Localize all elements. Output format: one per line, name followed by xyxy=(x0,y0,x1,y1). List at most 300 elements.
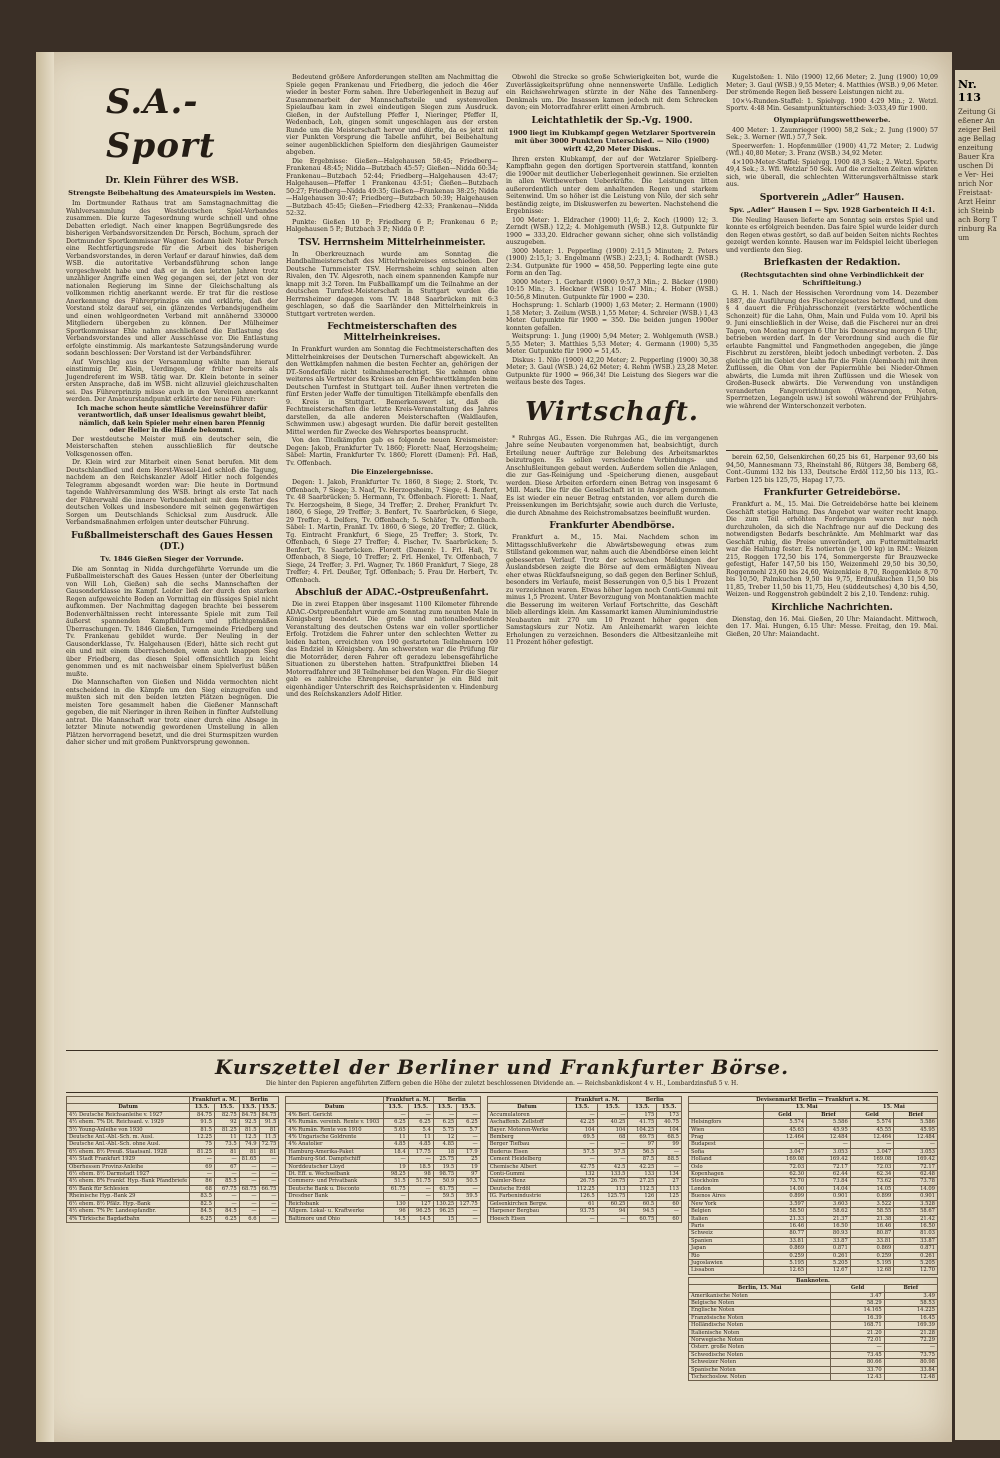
kurs3-value-cell: 113 xyxy=(597,1185,628,1192)
staffel-paragraph: 10×¼-Runden-Staffel: 1. Spielvgg. 1900 4:29 Min.; 2. Wetzl. Sportv. 4:48 Min. Gesamtpunktunterschied: 3:033,49 für 1900. xyxy=(726,97,938,112)
kurs1-name-cell: 6½ ehem. 8½ Darmstadt 1927 xyxy=(67,1171,190,1178)
banknoten-name-cell: Holländische Noten xyxy=(688,1322,830,1329)
kurs2-value-cell: 17.75 xyxy=(408,1148,433,1155)
devisen-brief-1: Brief xyxy=(807,1111,851,1118)
kurs3-value-cell: — xyxy=(566,1215,597,1222)
devisen-value-cell: 16.46 xyxy=(763,1222,807,1229)
kurs1-name-cell: 6½ Bank für Schlesien xyxy=(67,1185,190,1192)
banknoten-row xyxy=(688,1374,937,1381)
kurs2-head-blank xyxy=(286,1097,383,1104)
devisen-head-d1: 13. Mai xyxy=(763,1104,850,1111)
devisen-brief-2: Brief xyxy=(894,1111,938,1118)
briefkasten-headline: Briefkasten der Redaktion. xyxy=(763,258,901,268)
kurs1-value-cell: 81.5 xyxy=(239,1126,259,1133)
kurs3-row xyxy=(487,1163,681,1170)
kurs2-value-cell: 4.85 xyxy=(433,1141,456,1148)
devisen-row xyxy=(688,1141,937,1148)
kurs2-value-cell: 19 xyxy=(383,1163,408,1170)
kurs2-value-cell: 6.25 xyxy=(433,1119,456,1126)
kurs3-value-cell: 104.25 xyxy=(628,1126,657,1133)
kurs2-value-cell: — xyxy=(383,1193,408,1200)
kurs1-name-cell: 5½ Young-Anleihe von 1930 xyxy=(67,1126,190,1133)
kurs3-value-cell: 132 xyxy=(566,1171,597,1178)
kurs2-name-cell: Norddeutscher Lloyd xyxy=(286,1163,383,1170)
devisen-value-cell: 3.053 xyxy=(807,1148,851,1155)
banknoten-value-cell: — xyxy=(831,1344,884,1351)
einzel-headline: Die Einzelergebnisse. xyxy=(350,468,434,476)
devisen-value-cell: 0.899 xyxy=(763,1193,807,1200)
banknoten-name-cell: Französische Noten xyxy=(688,1314,830,1321)
leichtathletik-subheadline: 1900 liegt im Klubkampf gegen Wetzlarer Sportverein mit über 3000 Punkten Unterschied. — Nilo (1900) wirft 42,20 Meter Diskus. xyxy=(508,128,716,153)
kurs3-value-cell: — xyxy=(657,1208,682,1215)
kurs3-value-cell: — xyxy=(597,1141,628,1148)
olympia-paragraph-2: Speerwerfen: 1. Hopfenmüller (1900) 41,72 Meter; 2. Ludwig (Wfl.) 40,80 Meter; 3. Franz (WSB.) 34,92 Meter. xyxy=(726,142,938,157)
devisen-value-cell: 33.81 xyxy=(763,1237,807,1244)
kurs1-name-cell: Rheinische Hyp.-Bank 29 xyxy=(67,1193,190,1200)
kurs2-value-cell: 6.25 xyxy=(383,1119,408,1126)
devisen-value-cell: 62.48 xyxy=(894,1171,938,1178)
page-fold-shadow xyxy=(36,52,54,1442)
kurs1-value-cell: 85.5 xyxy=(214,1178,239,1185)
banknoten-value-cell: 16.39 xyxy=(831,1314,884,1321)
devisen-value-cell: 169.08 xyxy=(850,1156,894,1163)
kurs3-value-cell: 56.5 xyxy=(628,1148,657,1155)
devisen-value-cell: 3.053 xyxy=(894,1148,938,1155)
devisen-value-cell: 0.869 xyxy=(763,1245,807,1252)
kurs1-value-cell: — xyxy=(239,1200,259,1207)
kurs3-value-cell: 60.5 xyxy=(628,1200,657,1207)
devisen-value-cell: 0.259 xyxy=(850,1252,894,1259)
kurs1-value-cell: 6.25 xyxy=(214,1215,239,1222)
banknoten-value-cell: 168.71 xyxy=(831,1322,884,1329)
wsb-headline: Dr. Klein Führer des WSB. xyxy=(105,176,239,186)
devisen-value-cell: 45.65 xyxy=(763,1126,807,1133)
banknoten-brief: Brief xyxy=(884,1285,937,1292)
devisen-name-cell: Spanien xyxy=(688,1237,763,1244)
devisen-name-cell: Japan xyxy=(688,1245,763,1252)
kurs1-value-cell: — xyxy=(190,1171,215,1178)
devisen-name-cell: Italien xyxy=(688,1215,763,1222)
kurs2-col-d15b: 15.5. xyxy=(457,1104,480,1111)
kurs2-value-cell: 14.5 xyxy=(383,1215,408,1222)
banknoten-value-cell: — xyxy=(884,1344,937,1351)
banknoten-row xyxy=(688,1307,937,1314)
kurs3-col-d15: 15.5. xyxy=(597,1104,628,1111)
kurs-table-3 xyxy=(487,1096,682,1223)
kurs1-row xyxy=(67,1193,279,1200)
kurs1-value-cell: 92.5 xyxy=(239,1119,259,1126)
devisen-value-cell: 5.205 xyxy=(807,1259,851,1266)
adler-headline: Sportverein „Adler“ Hausen. xyxy=(759,192,905,203)
devisen-value-cell: 73.62 xyxy=(850,1178,894,1185)
kurs3-name-cell: Aschaffenb. Zellstoff xyxy=(487,1119,566,1126)
kurs1-value-cell: 73.5 xyxy=(214,1141,239,1148)
banknoten-value-cell: 12.48 xyxy=(884,1374,937,1381)
kurs2-value-cell: 12 xyxy=(433,1134,456,1141)
kurs1-value-cell: 84.75 xyxy=(190,1111,215,1118)
devisen-value-cell: 5.574 xyxy=(850,1119,894,1126)
banknoten-value-cell: 169.39 xyxy=(884,1322,937,1329)
briefkasten-subheadline: (Rechtsgutachten sind ohne Verbindlichkeit der Schriftleitung.) xyxy=(740,271,924,287)
kurs2-value-cell: 59.5 xyxy=(457,1193,480,1200)
kurs2-value-cell: 50.9 xyxy=(433,1178,456,1185)
kurs3-value-cell: — xyxy=(597,1156,628,1163)
kurs1-value-cell: 68 xyxy=(190,1185,215,1192)
kurs3-col-d15b: 15.5. xyxy=(657,1104,682,1111)
kurs2-row xyxy=(286,1185,480,1192)
devisen-name-cell: Sofia xyxy=(688,1148,763,1155)
kurs3-value-cell: 126.5 xyxy=(566,1193,597,1200)
wirtschaft-section-title: Wirtschaft. xyxy=(525,396,699,427)
kurs1-value-cell: — xyxy=(190,1156,215,1163)
kurs2-value-cell: 18.4 xyxy=(383,1148,408,1155)
kurs3-value-cell: 93.75 xyxy=(566,1208,597,1215)
kurs1-row xyxy=(67,1119,279,1126)
col3-intro: Obwohl die Strecke so große Schwierigkeiten bot, wurde die Zuverlässigkeitsprüfung ohne nennenswerte Unfälle. Lediglich ein Reichswehrwagen stürzte in der Nähe des Tannenberg-Denkmals um. Die Insassen kamen jedoch mit dem Schrecken davon; ein Motorradfahrer erlitt einen Armbruch. xyxy=(506,74,718,111)
kurs1-value-cell: 68.75 xyxy=(239,1185,259,1192)
kurs3-value-cell: 125.75 xyxy=(597,1193,628,1200)
devisen-value-cell: 169.42 xyxy=(807,1156,851,1163)
kurs3-name-cell: Buderus Eisen xyxy=(487,1148,566,1155)
devisen-name-cell: Kopenhagen xyxy=(688,1171,763,1178)
banknoten-row xyxy=(688,1337,937,1344)
banknoten-row xyxy=(688,1299,937,1306)
kurs3-value-cell: — xyxy=(566,1141,597,1148)
devisen-row xyxy=(688,1222,937,1229)
kurs1-value-cell: 69 xyxy=(190,1163,215,1170)
kurs1-row xyxy=(67,1171,279,1178)
kurs1-value-cell: — xyxy=(239,1163,259,1170)
kurs1-name-cell: 4½ Stadt Frankfurt 1929 xyxy=(67,1156,190,1163)
kurs1-value-cell: — xyxy=(259,1178,279,1185)
kurs2-value-cell: — xyxy=(408,1185,433,1192)
kurs1-value-cell: — xyxy=(214,1200,239,1207)
kurs1-value-cell: 74.9 xyxy=(239,1141,259,1148)
kurs2-value-cell: — xyxy=(383,1156,408,1163)
banknoten-value-cell: 73.45 xyxy=(831,1351,884,1358)
kurs1-value-cell: — xyxy=(259,1156,279,1163)
kurs2-value-cell: — xyxy=(383,1111,408,1118)
devisen-name-cell: Oslo xyxy=(688,1163,763,1170)
devisen-row xyxy=(688,1134,937,1141)
devisen-name-cell: Rio xyxy=(688,1252,763,1259)
kurs3-value-cell: 126 xyxy=(628,1193,657,1200)
kurs2-row xyxy=(286,1178,480,1185)
kurszettel-subtitle: Die hinter den Papieren angeführten Ziffern geben die Höhe der zuletzt beschlossenen Dividende an. — Reichsbankdiskont 4 v. H., Lombardzinsfuß 5 v. H. xyxy=(265,1080,739,1087)
devisen-value-cell: 58.62 xyxy=(807,1208,851,1215)
kurs3-value-cell: — xyxy=(566,1111,597,1118)
devisen-name-cell: Paris xyxy=(688,1222,763,1229)
kurs2-row xyxy=(286,1141,480,1148)
kurs3-name-cell: Bemberg xyxy=(487,1134,566,1141)
kurs3-value-cell: 68 xyxy=(597,1134,628,1141)
kurs3-value-cell: 134 xyxy=(657,1171,682,1178)
devisen-value-cell: 5.586 xyxy=(894,1119,938,1126)
column-4 xyxy=(726,74,938,639)
kurs1-value-cell: 6.25 xyxy=(190,1215,215,1222)
kurs2-value-cell: — xyxy=(457,1208,480,1215)
kurs1-row xyxy=(67,1126,279,1133)
kurs1-value-cell: — xyxy=(239,1193,259,1200)
kurs3-value-cell: 68.5 xyxy=(657,1134,682,1141)
banknoten-headline: Banknoten. xyxy=(688,1277,937,1284)
banknoten-value-cell: 12.43 xyxy=(831,1374,884,1381)
la-paragraph-4: 3000 Meter: 1. Gerhardt (1900) 9:57,3 Min.; 2. Bäcker (1900) 10:15 Min.; 3. Heckner (WSB.) 10:47 Min.; 4. Hober (WSB.) 10:56,8 Minuten. Gutpunkte für 1900 = 230. xyxy=(506,278,718,301)
kurs1-row xyxy=(67,1134,279,1141)
devisen-row xyxy=(688,1200,937,1207)
herrnsheim-paragraph: In Oberkreuznach wurde am Sonntag die Handballmeisterschaft des Mittelrheinkreises entschieden. Der Deutsche Turnmeister TSV. Herrnsheim schlug seinen alten Rivalen, den TV. Algesroth, nach einem spannenden Kampfe nur knapp mit 3:2 Toren. Im Fußballkampf um die Teilnahme an der deutschen Turnfest-Meisterschaft in Stuttgart wurden die Herrnsheimer dagegen vom TV. 1848 Saarbrücken mit 6:3 geschlagen, so daß die Saarländer den Mittelrheinkreis in Stuttgart vertreten werden. xyxy=(286,250,498,318)
devisen-value-cell: 16.50 xyxy=(894,1222,938,1229)
kurs2-head-berlin: Berlin xyxy=(433,1097,480,1104)
devisen-value-cell: 14.04 xyxy=(807,1185,851,1192)
kurs3-value-cell: 42.75 xyxy=(566,1163,597,1170)
kurs2-row xyxy=(286,1163,480,1170)
devisen-value-cell: 58.50 xyxy=(763,1208,807,1215)
column-2 xyxy=(286,74,498,700)
banknoten-row xyxy=(688,1359,937,1366)
kurs2-value-cell: 6.25 xyxy=(457,1119,480,1126)
devisen-name-cell: Wien xyxy=(688,1126,763,1133)
kurs1-value-cell: — xyxy=(239,1208,259,1215)
devisen-head-blank xyxy=(688,1104,763,1111)
devisen-value-cell: — xyxy=(894,1141,938,1148)
banknoten-value-cell: 33.70 xyxy=(831,1366,884,1373)
kurs3-value-cell: 40.75 xyxy=(657,1119,682,1126)
wirtschaft-cont-paragraph: berein 62,50, Gelsenkirchen 60,25 bis 61, Harpener 93,60 bis 94,50, Mannesmann 73, Rheinstahl 86, Rütgers 38, Bemberg 68, Cont.-Gummi 132 bis 133, Deutsche Erdöl 112,50 bis 113, IG.-Farben 125 bis 125,75, Hapag 17,75. xyxy=(726,454,938,484)
kurs1-value-cell: 84.5 xyxy=(214,1208,239,1215)
kurs3-value-cell: 113 xyxy=(657,1185,682,1192)
wsb-paragraph-1: Im Dortmunder Rathaus trat am Samstagnachmittag die Wahlversammlung des Westdeutschen Spiel-Verbandes zusammen. Die kurze Tagesordnung wurde schnell und ohne Debatten erledigt. Nach einer knappen Begrüßungsrede des bisherigen Verbandsvorsitzenden Dr. Persch, Bochum, sprach der Dortmunder Sportkommissar Wagner. Sodann hielt Notar Persch eine Rechtfertigungsrede für die Arbeit des bisherigen Verbandsvorstandes, in deren Verlauf er darauf hinwies, daß dem WSB. die autoritative Verbandsführung schon lange vorgeschwebt habe und daß er in den letzten Jahren trotz unzähliger Angriffe einen Weg gegangen sei, der jetzt von der nationalen Regierung im Sinne der Gleichschaltung als vollkommen richtig anerkannt werde. Er trat für die restlose Anerkennung des Führerprinzips ein und erklärte, daß der Vorstand stolz darauf sei, ein glänzendes Verbandsjugendheim und einen wohlgeordneten Verband mit annähernd 330000 Mitgliedern übergeben zu können. Der Mülheimer Sportkommissar Ehle nahm anschließend die Entlastung des Verbandsvorstandes und aller Ausschüsse vor. Die Entlastung erfolgte einstimmig. Als markanteste Satzungsänderung wurde sodann beschlossen: Der Vorstand ist der Verbandsführer. xyxy=(66,200,278,357)
devisen-row xyxy=(688,1126,937,1133)
kurs2-row xyxy=(286,1208,480,1215)
devisen-row xyxy=(688,1185,937,1192)
devisen-value-cell: 72.03 xyxy=(763,1163,807,1170)
banknoten-value-cell: 16.45 xyxy=(884,1314,937,1321)
kurs2-value-cell: 50.5 xyxy=(457,1178,480,1185)
devisen-value-cell: 5.586 xyxy=(807,1119,851,1126)
devisen-value-cell: 62.30 xyxy=(763,1171,807,1178)
getreide-paragraph: Frankfurt a. M., 15. Mai. Die Getreidebörse hatte bei kleinem Geschäft stetige Haltung. Das Angebot war weiter recht knapp. Die zum Teil erhöhten Forderungen waren nur noch durchzuholen, da sich die Nachfrage nur auf die Deckung des notwendigsten Bedarfs beschränkte. Am Mehlmarkt war das Geschäft ruhig, die Preise unverändert, am Futtermittelmarkt war die Haltung fester. Es notierten (je 100 kg) in RM.: Weizen 215, Roggen 172,50 bis 174, Sommergerste für Brauzwecke gefestigt, Hafer 147,50 bis 150, Weizenmehl 29,50 bis 30,50, Roggenmehl 23,60 bis 24,60, Weizenkleie 8,70, Roggenkleie 8,70 bis 10,50, Palmkuchen 9,50 bis 9,75, Erdnußkuchen 11,50 bis 11,85, Treber 11,50 bis 11,75, Heu (süddeutsches) 4,30 bis 4,50, Weizen- und Roggenstroh gebündelt 2 bis 2,10. Tendenz: ruhig. xyxy=(726,501,938,598)
kurs1-value-cell: 81.25 xyxy=(214,1126,239,1133)
banknoten-value-cell: 73.75 xyxy=(884,1351,937,1358)
devisen-value-cell: 21.42 xyxy=(894,1215,938,1222)
devisen-value-cell: 3.522 xyxy=(850,1200,894,1207)
kurs1-head-frankfurt: Frankfurt a. M. xyxy=(190,1097,240,1104)
kurs2-value-cell: — xyxy=(457,1215,480,1222)
kurszettel-title: Kurszettel der Berliner und Frankfurter Börse. xyxy=(214,1055,790,1079)
kurs3-value-cell: 27 xyxy=(657,1178,682,1185)
devisen-value-cell: 80.93 xyxy=(807,1230,851,1237)
kurs1-value-cell: — xyxy=(259,1193,279,1200)
kurs3-value-cell: 57.5 xyxy=(597,1148,628,1155)
devisen-value-cell: 58.67 xyxy=(894,1208,938,1215)
banknoten-name-cell: Schweizer Noten xyxy=(688,1359,830,1366)
kurs1-col-d13: 13.5. xyxy=(190,1104,215,1111)
fecht-paragraph-1: In Frankfurt wurden am Sonntag die Fechtmeisterschaften des Mittelrheinkreises der Deutschen Turnerschaft abgewickelt. An den Wettkämpfen nahmen die besten Fechter an, gehörigen der DT.-Sonderfälle nicht teilnahmeberechtigt. Sie nehmen ohne weiteres als Vertreter des Kreises an den Fechtwettkämpfen beim Deutschen Turnfest in Stuttgart teil. Außer ihnen vertreten die fünf Ersten jeder Waffe der tumultigen Titelkämpfe ebenfalls den 9. Kreis in Stuttgart. Bemerkenswert ist, daß die Fechtmeisterschaften die letzte Kreis-Veranstaltung des Jahres darstellen, da alle anderen Meisterschaften (Waldlaufen, Schwimmen usw.) abgesagt wurden. Die dafür bereit gestellten Mittel werden für Zwecke des Wehrsportes beansprucht. xyxy=(286,346,498,436)
devisen-name-cell: Helsingfors xyxy=(688,1119,763,1126)
devisen-value-cell: 3.047 xyxy=(763,1148,807,1155)
devisen-head-blank2 xyxy=(688,1111,763,1118)
kurs1-value-cell: 12.5 xyxy=(239,1134,259,1141)
devisen-value-cell: 0.901 xyxy=(807,1193,851,1200)
kurs1-value-cell: — xyxy=(214,1193,239,1200)
fussball-paragraph-1: Die am Sonntag in Nidda durchgeführte Vorrunde um die Fußballmeisterschaft des Gaues Hessen (unter der Oberleitung von Will Loh, Gießen) sah die sechs Mannschaften der Gausonderklasse im Kampf. Leider ließ der durch den starken Regen aufgeweichte Boden an Vormittag ein flüssiges Spiel nicht aufkommen. Der Nachmittag dagegen brachte bei besserem Bodenverhältnissen recht interessante Spiele mit zum Teil äußerst spannenden Kampfbildern und pflichtgemäßen Überraschungen. Tv. 1846 Gießen, Turngemeinde Friedberg und Tv. Frankenau gebildet wurde. Der Neuling in der Gausonderklasse, Tv. Halgehausen (Eder), hätte sich recht gut ein und mit einem überraschenden, wenn auch knappen Sieg über Friedberg, das diesen Spiel offensichtlich zu leicht genommen und es mit nachweisbar einem Spielverlust büßen mußte. xyxy=(66,565,278,678)
banknoten-row xyxy=(688,1314,937,1321)
col2-intro: Bedeutend größere Anforderungen stellten am Nachmittag die Spiele gegen Frankenau und Friedberg, die jedoch die 46er wieder in bester Form sahen. Ihre Ueberlegenheit in Bezug auf Zusammenarbeit der Mannschaftsteile und systemvollen Spielaufbau kam in zwei eindeutigen Siegen zum Ausdruck. Gießen, in der Aufstellung Pfeffer I, Nieringer, Pfeffer II, Wedenbach, Loh, gingen somit ungeschlagen aus der ersten Runde um die Meisterschaft hervor und dürfte, da es jetzt mit vier Punkten Vorsprung die Tabelle anführt, bei Beibehaltung seiner augenblicklichen Spielform den diesjährigen Gaumeister abgeben. xyxy=(286,74,498,156)
kurs3-value-cell: 97 xyxy=(628,1141,657,1148)
devisen-value-cell: 14.00 xyxy=(763,1185,807,1192)
devisen-value-cell: 3.603 xyxy=(807,1200,851,1207)
kurs3-value-cell: 112.5 xyxy=(628,1185,657,1192)
einzel-paragraph: Degen: 1. Jakob, Frankfurter Tv. 1860, 8 Siege; 2. Stork, Tv. Offenbach, 7 Siege; 3. Naaf, Tv. Herzogsheim, 7 Siege; 4. Benfert, Tv. 48 Saarbrücken; 5. Hermann, Tv. Offenbach. Florett: 1. Naaf, Tv. Herzogsheim, 8 Siege, 34 Treffer; 2. Dreher, Frankfurt Tv. 1860, 6 Siege, 29 Treffer; 3. Benfert, Tv. Saarbrücken, 6 Siege, 29 Treffer; 4. Delfers, Tv. Offenbach; 5. Schäfer, Tv. Offenbach. Säbel: 1. Martin, Frankf. Tv. 1860, 6 Siege, 20 Treffer; 2. Glück, Tg. Eintracht Frankfurt, 6 Siege, 25 Treffer; 3. Stork, Tv. Offenbach, 6 Siege 27 Treffer; 4. Fischer, Tv. Saarbrücken; 5. Benfert, Tv. Saarbrücken. Florett (Damen): 1. Frl. Haß, Tv. Offenbach, 8 Siege, 10 Treffer; 2. Frl. Henkel, Tv. Offenbach, 7 Siege, 24 Treffer; 3. Frl. Wagner, Tv. 1860 Frankfurt, 7 Siege, 28 Treffer; 4. Frl. Deußer, Tgf. Offenbach; 5. Frau Dr. Herbert, Tv. Offenbach. xyxy=(286,479,498,584)
kurs3-value-cell: 42.25 xyxy=(628,1163,657,1170)
devisen-value-cell: 0.869 xyxy=(850,1245,894,1252)
kurs2-head-frankfurt: Frankfurt a. M. xyxy=(383,1097,433,1104)
kurs3-name-cell: IG. Farbenindustrie xyxy=(487,1193,566,1200)
devisen-value-cell: 12.484 xyxy=(807,1134,851,1141)
kurs3-col-datum: Datum xyxy=(487,1104,566,1111)
devisen-table xyxy=(688,1096,938,1275)
devisen-row xyxy=(688,1245,937,1252)
abendboerse-headline: Frankfurter Abendbörse. xyxy=(549,521,675,531)
kurs2-value-cell: 15 xyxy=(433,1215,456,1222)
devisen-value-cell: 12.464 xyxy=(850,1134,894,1141)
banknoten-value-cell: 33.84 xyxy=(884,1366,937,1373)
adjacent-page-text: Zeitung Gießener Anzeiger Beilage Bellagenzeitung Bauer Krauschen Die Ver- Heinrich Nor Freistaat- Arzt Heinrich Steinbach Borg Trinburg Raum xyxy=(958,108,997,242)
kurs2-value-cell: 127 xyxy=(408,1200,433,1207)
kurs1-value-cell: 11.5 xyxy=(259,1134,279,1141)
devisen-value-cell: 5.195 xyxy=(763,1259,807,1266)
kurs2-value-cell: 130.25 xyxy=(433,1200,456,1207)
banknoten-value-cell: 72.01 xyxy=(831,1337,884,1344)
kurs2-value-cell: 5.4 xyxy=(408,1126,433,1133)
kurs2-value-cell: — xyxy=(408,1156,433,1163)
kurs3-col-d13: 13.5. xyxy=(566,1104,597,1111)
devisen-value-cell: 169.08 xyxy=(763,1156,807,1163)
devisen-value-cell: 14.09 xyxy=(894,1185,938,1192)
devisen-value-cell: 12.67 xyxy=(807,1267,851,1274)
kurs3-row xyxy=(487,1126,681,1133)
devisen-value-cell: 72.03 xyxy=(850,1163,894,1170)
kurs3-value-cell: 27.25 xyxy=(628,1178,657,1185)
kurs3-name-cell: Accumulatoren xyxy=(487,1111,566,1118)
kurs2-name-cell: Dresdner Bank xyxy=(286,1193,383,1200)
kurs1-value-cell: — xyxy=(259,1200,279,1207)
kurs2-col-d15: 15.5. xyxy=(408,1104,433,1111)
devisen-value-cell: 16.50 xyxy=(807,1222,851,1229)
devisen-value-cell: 12.65 xyxy=(763,1267,807,1274)
kurs1-value-cell: 75 xyxy=(190,1141,215,1148)
kurs3-value-cell: — xyxy=(657,1148,682,1155)
kurs2-value-cell: 11 xyxy=(408,1134,433,1141)
kurs1-value-cell: 84.75 xyxy=(239,1111,259,1118)
kurs1-value-cell: 81 xyxy=(259,1148,279,1155)
kurs1-value-cell: — xyxy=(259,1171,279,1178)
kurs2-value-cell: 5.7 xyxy=(457,1126,480,1133)
kurs3-value-cell: 60.25 xyxy=(597,1200,628,1207)
kurs3-value-cell: 87.5 xyxy=(628,1156,657,1163)
sport-section-title: S.A.-Sport xyxy=(106,82,216,166)
kurs3-row xyxy=(487,1171,681,1178)
kurs3-value-cell: 42.25 xyxy=(566,1119,597,1126)
kurs1-value-cell: 91.5 xyxy=(259,1119,279,1126)
devisen-value-cell: 12.484 xyxy=(894,1134,938,1141)
kurs1-value-cell: — xyxy=(259,1215,279,1222)
kurs3-row xyxy=(487,1185,681,1192)
kurs3-head-berlin: Berlin xyxy=(628,1097,682,1104)
kirchliche-paragraph: Dienstag, den 16. Mai. Gießen, 20 Uhr: Maiandacht. Mittwoch, den 17. Mai. Hungen, 6.15 Uhr: Messe. Freitag, den 19. Mai. Gießen, 20 Uhr: Maiandacht. xyxy=(726,615,938,638)
devisen-name-cell: Prag xyxy=(688,1134,763,1141)
kurs3-name-cell: Cement Heidelberg xyxy=(487,1156,566,1163)
kurs3-name-cell: Bayer. Motoren-Werke xyxy=(487,1126,566,1133)
kurs1-value-cell: 72.75 xyxy=(259,1141,279,1148)
devisen-value-cell: 5.574 xyxy=(763,1119,807,1126)
fussball-paragraph-2: Die Mannschaften von Gießen und Nidda vermochten nicht entscheidend in die Kämpfe um den Sieg einzugreifen und mußten sich mit den beiden letzten Plätzen begnügen. Die meisten Tore gesammelt haben die Gießener Mannschaft gegeben, die mit Nieringer in ihren Reihen in fünfter Aufstellung antrat. Die Mannschaft war trotz einer durch eine Absage in letzter Minute notwendig gewordenen Umstellung in allen Plätzen hervorragend besetzt, und die drei Sturmspitzen wurden daher sicher und mit großem Punktvorsprung gewonnen. xyxy=(66,679,278,746)
kurs3-name-cell: Deutsche Erdöl xyxy=(487,1185,566,1192)
kurs2-value-cell: — xyxy=(433,1111,456,1118)
kurs1-row xyxy=(67,1156,279,1163)
adac-paragraph: Die in zwei Etappen über insgesamt 1100 Kilometer führende ADAC.-Ostpreußenfahrt wurde am Sonntag zum neunten Male in Königsberg beendet. Die große und nationalbedeutende Veranstaltung des deutschen Ostens war ein voller sportlicher Erfolg. Trotzdem die Fahrer unter den schlechten Wetter zu leiden hatten, erreichten von 190 gestarteten Teilnehmern 109 das Endziel in Königsberg. Am schwersten war die Prüfung für die Motorräder, deren Fahrer oft geradezu lebensgefährliche Situationen zu überstehen hatten. Strafpunktfrei blieben 14 Motorradfahrer und 38 Teilnehmer bei den Wagen. Für die Sieger gab es zahlreiche Ehrenpreise, darunter je ein Bild mit eigenhändiger Unterschrift des Reichspräsidenten v. Hindenburg und des Reichskanzlers Adolf Hitler. xyxy=(286,601,498,698)
kurs1-value-cell: 6.6 xyxy=(239,1215,259,1222)
kurs1-value-cell: 81.25 xyxy=(190,1148,215,1155)
kurs3-row xyxy=(487,1156,681,1163)
kurs3-value-cell: 99 xyxy=(657,1141,682,1148)
kurs2-value-cell: 96.25 xyxy=(408,1208,433,1215)
la-paragraph-3: 3000 Meter: 1. Pepperling (1900) 2:11,5 Minuten; 2. Peters (1900) 2:15,1; 3. Engelmann (WSB.) 2:23,1; 4. Rodhardt (WSB.) 2:34. Gutpunkte für 1900 = 458,50. Pepperling legte eine gute Form an den Tag. xyxy=(506,247,718,277)
banknoten-date: Berlin, 15. Mai xyxy=(688,1285,830,1292)
kurs1-value-cell: — xyxy=(239,1171,259,1178)
devisen-name-cell: Jugoslawien xyxy=(688,1259,763,1266)
kurszettel-tables xyxy=(66,1096,938,1381)
devisen-headline: Devisenmarkt Berlin — Frankfurt a. M. xyxy=(688,1097,937,1104)
devisen-name-cell: Budapest xyxy=(688,1141,763,1148)
fussball-headline: Fußballmeisterschaft des Gaues Hessen (DT.) xyxy=(71,530,273,552)
devisen-value-cell: 21.33 xyxy=(763,1215,807,1222)
adac-headline: Abschluß der ADAC.-Ostpreußenfahrt. xyxy=(295,588,489,598)
devisen-value-cell: 3.047 xyxy=(850,1148,894,1155)
kurs1-value-cell: 82.75 xyxy=(214,1111,239,1118)
kurs3-value-cell: 175 xyxy=(628,1111,657,1118)
banknoten-row xyxy=(688,1366,937,1373)
devisen-value-cell: 0.871 xyxy=(894,1245,938,1252)
kurs3-row xyxy=(487,1215,681,1222)
devisen-name-cell: Belgien xyxy=(688,1208,763,1215)
kurs2-value-cell: 17.9 xyxy=(457,1148,480,1155)
banknoten-value-cell: 58.29 xyxy=(831,1299,884,1306)
kurs3-row xyxy=(487,1148,681,1155)
banknoten-row xyxy=(688,1329,937,1336)
devisen-value-cell: 12.68 xyxy=(850,1267,894,1274)
kurszettel-section xyxy=(66,1047,938,1381)
kurs3-value-cell: 173 xyxy=(657,1111,682,1118)
kugel-paragraph: Kugelstoßen: 1. Nilo (1900) 12,66 Meter; 2. Jung (1900) 10,09 Meter; 3. Gaul (WSB.) 9,55 Meter; 4. Matthies (WSB.) 9,06 Meter. Der strömende Regen ließ bessere Leistungen nicht zu. xyxy=(726,74,938,96)
kurs2-value-cell: 96.25 xyxy=(433,1208,456,1215)
adler-subheadline: Spv. „Adler“ Hausen I — Spv. 1928 Garbenteich II 4:1. xyxy=(729,205,935,214)
kurs3-value-cell: 104 xyxy=(597,1126,628,1133)
kurs2-value-cell: 25 xyxy=(457,1156,480,1163)
kurs1-value-cell: — xyxy=(239,1178,259,1185)
kurs3-value-cell: 133 xyxy=(628,1171,657,1178)
kurs3-name-cell: Chemische Albert xyxy=(487,1163,566,1170)
la-paragraph-1: Ihren ersten Klubkampf, der auf der Wetzlarer Spielberg-Kampfbahn gegen den dortigen Sportverein stattfand, konnten die 1900er mit deutlicher Ueberlegenheit gewinnen. Sie erzielten in allen Wettbewerben Ueberkräfte. Die Leistungen litten außerordentlich unter dem anhaltenden Regen und starkem Seitenwind. Um so höher ist die Leistung von Nilo, der sich sehr beständig zeigte, im Diskuswerfen zu bewerten. Nachstehend die Ergebnisse: xyxy=(506,155,718,215)
banknoten-name-cell: Tschechoslow. Noten xyxy=(688,1374,830,1381)
kurs3-value-cell: 42.5 xyxy=(597,1163,628,1170)
kurs2-value-cell: 5.65 xyxy=(383,1126,408,1133)
kurs2-value-cell: 4.85 xyxy=(408,1141,433,1148)
kurs3-value-cell: 41.75 xyxy=(628,1119,657,1126)
kurs3-value-cell: 26.75 xyxy=(597,1178,628,1185)
kurs1-value-cell: 11 xyxy=(214,1134,239,1141)
